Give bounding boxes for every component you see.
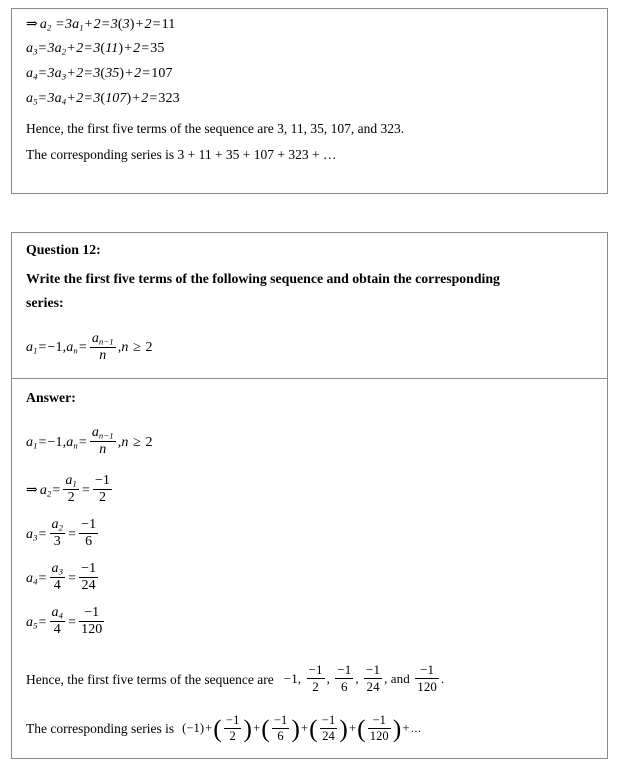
answer-series-value: (−1)+( $\frac{-1}{2}$ )+( $\frac{-1}{6}$ )+( $\frac{-1}{24}$ )+( $\frac{-1}{120}$ )+…: [182, 713, 422, 743]
equation-a2-prev: ⇒ $a_2 =3a_1+2=3(3)+2=11$: [26, 16, 176, 33]
question-text-line2: series:: [26, 295, 64, 311]
answer-series-line: [26, 714, 421, 744]
equation-a4-prev: $a_4=3a_3+2=3(35)+2=107$: [26, 66, 173, 82]
implies-icon: ⇒: [26, 483, 38, 499]
answer-label: Answer:: [26, 390, 76, 405]
answer-section: [12, 378, 607, 743]
answer-given-formula: $a_1=-1,a_n=$ $\frac{a_{n-1}}{n}$ ,n ≥ 2: [26, 425, 153, 458]
implies-icon: ⇒: [26, 16, 38, 32]
equation-a3-prev: $a_3=3a_2+2=3(11)+2=35$: [26, 41, 165, 57]
question-text-line1: Write the first five terms of the following sequence and obtain the corresponding: [26, 271, 500, 286]
answer-conclusion-prefix: Hence, the first five terms of the sequence are: [26, 671, 274, 687]
equation-a5-prev: $a_5=3a_4+2=3(107)+2=323$: [26, 91, 180, 107]
question-text: [26, 267, 594, 315]
answer-step-a2: ⇒ $a_2=$ $\frac{a_1}{2}$ = $\frac{-1}{2}$: [26, 473, 111, 506]
answer-step-a3: $a_3=$ $\frac{a_2}{3}$ = $\frac{-1}{6}$: [26, 517, 97, 550]
previous-series-text: The corresponding series is 3 + 11 + 35 + 107 + 323 + …: [26, 147, 337, 162]
previous-conclusion-text: Hence, the first five terms of the sequence are 3, 11, 35, 107, and 323.: [26, 121, 405, 136]
answer-conclusion-line: [26, 664, 444, 696]
answer-conclusion-terms: −1, $\frac{-1}{2}$ , $\frac{-1}{6}$ , $\frac{-1}{24}$ , and $\frac{-1}{120}$ .: [283, 662, 445, 695]
answer-series-prefix: The corresponding series is: [26, 721, 175, 737]
previous-answer-box: [11, 8, 608, 194]
question-label: Question 12:: [26, 242, 101, 257]
answer-step-a5: $a_5=$ $\frac{a_4}{4}$ = $\frac{-1}{120}$: [26, 605, 103, 638]
answer-step-a4: $a_4=$ $\frac{a_3}{4}$ = $\frac{-1}{24}$: [26, 561, 97, 594]
question-formula: $a_1=-1,a_n=$ $\frac{a_{n-1}}{n}$ ,n ≥ 2: [26, 330, 153, 363]
question-section: [12, 242, 607, 365]
question-answer-box: [11, 232, 608, 759]
